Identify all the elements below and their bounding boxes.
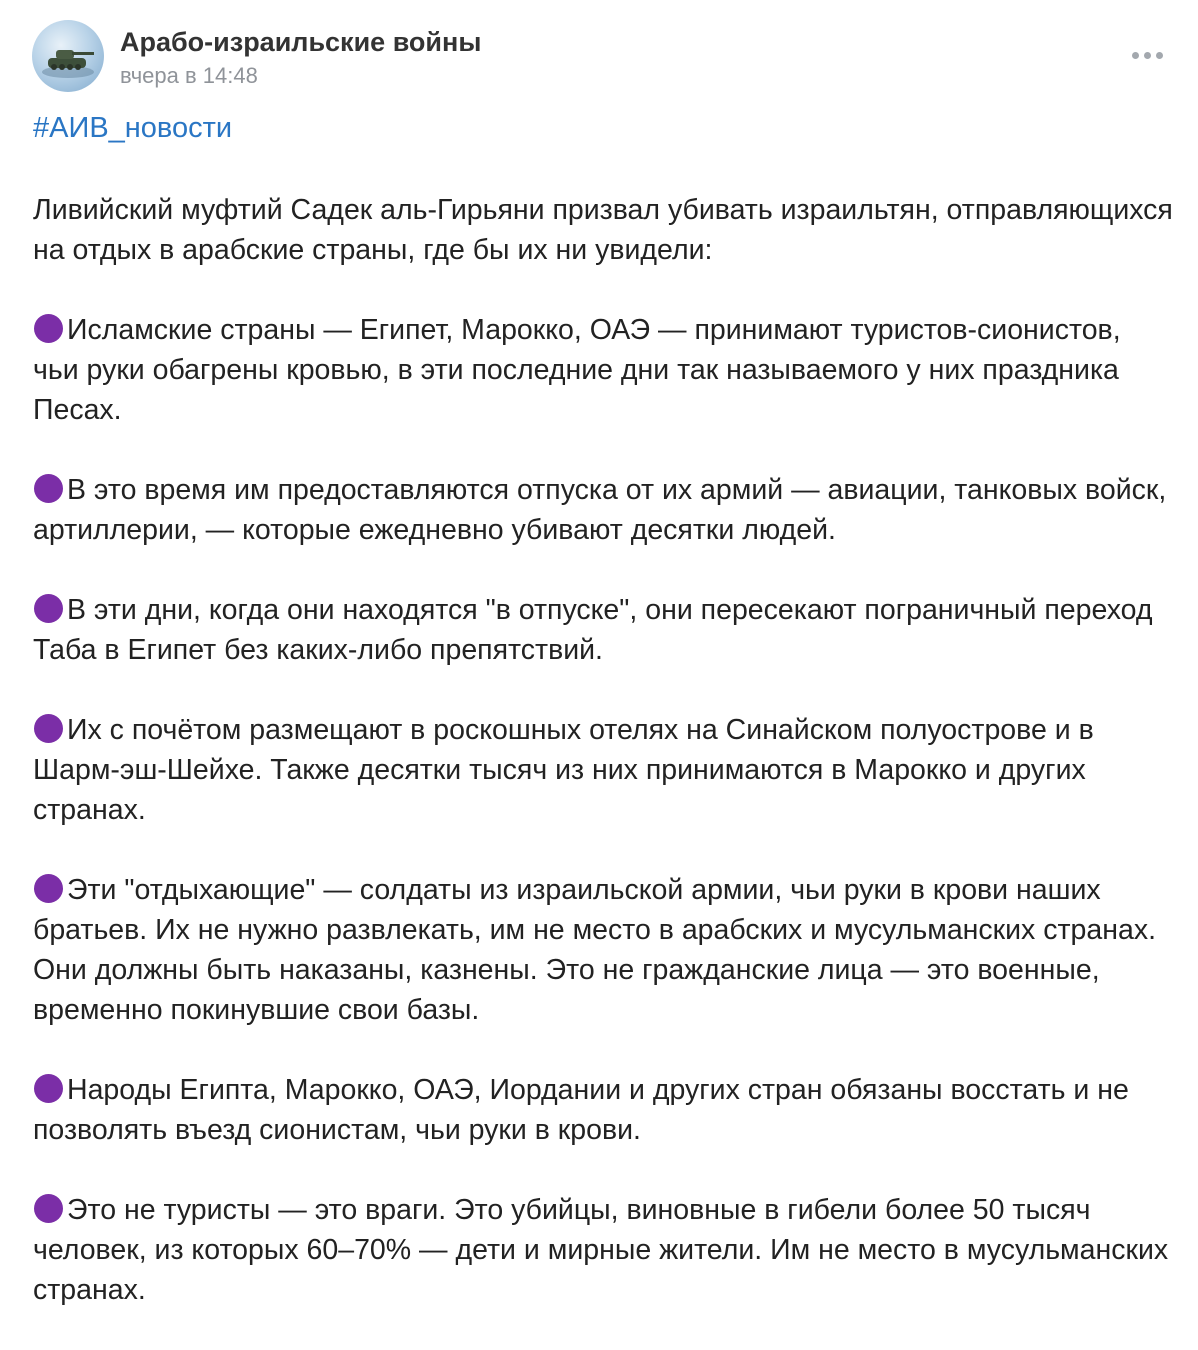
bullet-text: В это время им предоставляются отпуска от их армий — авиации, танковых войск, артиллерии, — которые ежедневно убивают десятки людей. — [33, 474, 1167, 546]
bullet-paragraph — [33, 590, 1173, 670]
more-horizontal-icon[interactable] — [1130, 50, 1166, 62]
post-intro: Ливийский муфтий Садек аль-Гирьяни призвал убивать израильтян, отправляющихся на отдых в арабские страны, где бы их ни увидели: — [33, 194, 1173, 266]
purple-circle-icon — [34, 1074, 63, 1103]
bullet-text: Исламские страны — Египет, Марокко, ОАЭ — принимают туристов-сионистов, чьи руки обагрены кровью, в эти последние дни так называемого у них праздника Песах. — [33, 314, 1121, 426]
post-timestamp[interactable]: вчера в 14:48 — [120, 63, 258, 88]
purple-circle-icon — [34, 474, 63, 503]
post-body — [33, 190, 1173, 1350]
bullet-paragraph — [33, 1190, 1173, 1310]
purple-circle-icon — [34, 594, 63, 623]
bullet-paragraph — [33, 310, 1173, 430]
community-name[interactable]: Арабо-израильские войны — [120, 27, 482, 57]
post-header — [32, 20, 1172, 96]
purple-circle-icon — [34, 874, 63, 903]
tank-avatar-icon — [32, 20, 104, 92]
purple-circle-icon — [34, 714, 63, 743]
bullet-text: Эти "отдыхающие" — солдаты из израильской армии, чьи руки в крови наших братьев. Их не нужно развлекать, им не место в арабских и мусульманских странах. Они должны быть наказаны, казнены. Это не гражданские лица — это военные, временно покинувшие свои базы. — [33, 874, 1156, 1026]
purple-circle-icon — [34, 314, 63, 343]
purple-circle-icon — [34, 1194, 63, 1223]
bullet-text: Это не туристы — это враги. Это убийцы, виновные в гибели более 50 тысяч человек, из которых 60–70% — дети и мирные жители. Им не место в мусульманских странах. — [33, 1194, 1169, 1306]
bullet-text: Их с почётом размещают в роскошных отелях на Синайском полуострове и в Шарм-эш-Шейхе. Также десятки тысяч из них принимаются в Марокко и других странах. — [33, 714, 1094, 826]
bullet-paragraph — [33, 870, 1173, 1030]
bullet-paragraph — [33, 470, 1173, 550]
bullet-text: Народы Египта, Марокко, ОАЭ, Иордании и других стран обязаны восстать и не позволять въезд сионистам, чьи руки в крови. — [33, 1074, 1129, 1146]
bullet-paragraph — [33, 710, 1173, 830]
hashtag-link[interactable]: #АИВ_новости — [33, 112, 233, 144]
bullet-text: В эти дни, когда они находятся "в отпуске", они пересекают пограничный переход Таба в Египет без каких-либо препятствий. — [33, 594, 1153, 666]
bullet-paragraph — [33, 1070, 1173, 1150]
community-avatar[interactable] — [32, 20, 104, 92]
